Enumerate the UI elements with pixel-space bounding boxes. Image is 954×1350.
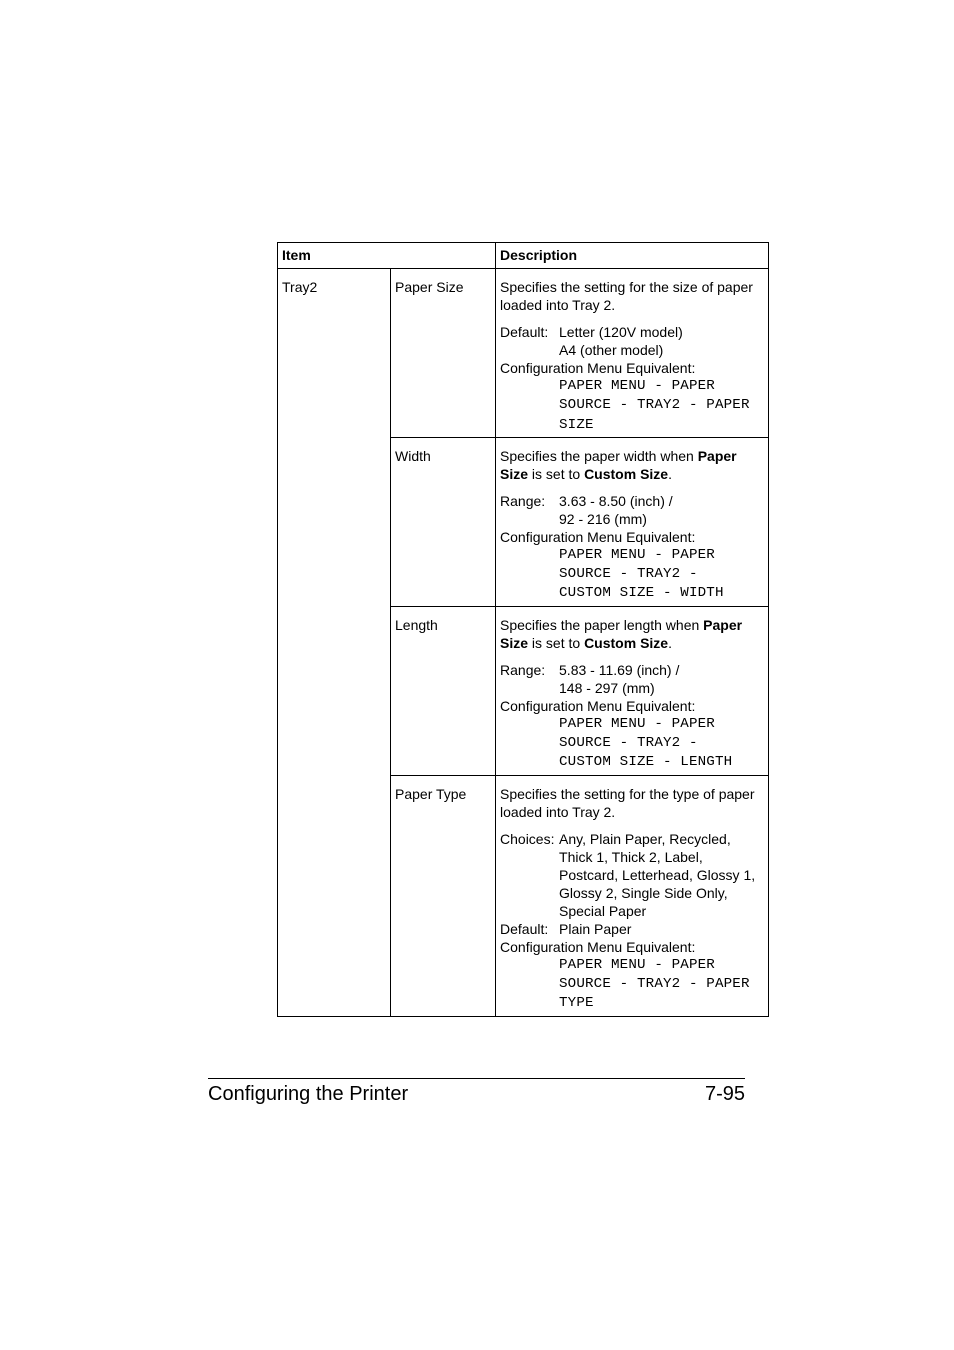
config-path-line: SIZE [559,416,594,433]
default-line: Default: Plain Paper [500,920,632,937]
config-label: Configuration Menu Equivalent: [500,528,696,545]
range-line-2: 148 - 297 (mm) [559,679,655,696]
settings-table [277,242,769,1017]
config-label: Configuration Menu Equivalent: [500,938,696,955]
config-path-line: PAPER MENU - PAPER [559,956,715,973]
default-line: Default: Letter (120V model) [500,324,683,340]
description-intro: Specifies the setting for the type of paper loaded into Tray 2. [500,785,755,820]
footer-page-number: 7-95 [704,1083,745,1105]
config-path-line: PAPER MENU - PAPER [559,546,715,563]
config-path-line: PAPER MENU - PAPER [559,378,715,394]
config-path-line: SOURCE - TRAY2 - PAPER [559,975,750,992]
item-paper-type: Paper Type [391,775,496,1016]
footer-divider [208,1078,745,1079]
item-width: Width [391,437,496,606]
description-cell [496,437,769,606]
item-length: Length [391,606,496,775]
description-intro: Specifies the setting for the size of paper loaded into Tray 2. [500,279,753,313]
header-item: Item [278,243,496,269]
config-label: Configuration Menu Equivalent: [500,697,696,714]
range-line-2: 92 - 216 (mm) [559,510,647,527]
description-cell [496,606,769,775]
range-line: Range: 3.63 - 8.50 (inch) / [500,492,673,509]
config-path-line: CUSTOM SIZE - LENGTH [559,754,733,771]
description-cell [496,775,769,1016]
config-path-line: PAPER MENU - PAPER [559,715,715,732]
table-row [278,269,769,438]
default-line-2: A4 (other model) [559,342,664,358]
config-path-line: SOURCE - TRAY2 - [559,566,698,583]
header-description: Description [496,243,769,269]
config-path-line: SOURCE - TRAY2 - PAPER [559,397,750,414]
choices-line: Choices: Any, Plain Paper, Recycled, Thick 1, Thick 2, Label, Postcard, Letterhead, Glossy 1, Glossy 2, Single Side Only, Special Paper [500,830,756,919]
table-header-row [278,243,769,269]
description-intro: Specifies the paper width when Paper Size is set to Custom Size. [500,447,737,482]
footer-chapter-title: Configuring the Printer [208,1083,409,1105]
group-tray2: Tray2 [278,269,391,1017]
config-path-line: SOURCE - TRAY2 - [559,735,698,752]
config-path-line: CUSTOM SIZE - WIDTH [559,585,724,602]
config-label: Configuration Menu Equivalent: [500,360,696,376]
range-line: Range: 5.83 - 11.69 (inch) / [500,661,680,678]
description-cell [496,269,769,438]
config-path-line: TYPE [559,995,594,1012]
description-intro: Specifies the paper length when Paper Size is set to Custom Size. [500,616,743,651]
item-paper-size: Paper Size [391,269,496,438]
